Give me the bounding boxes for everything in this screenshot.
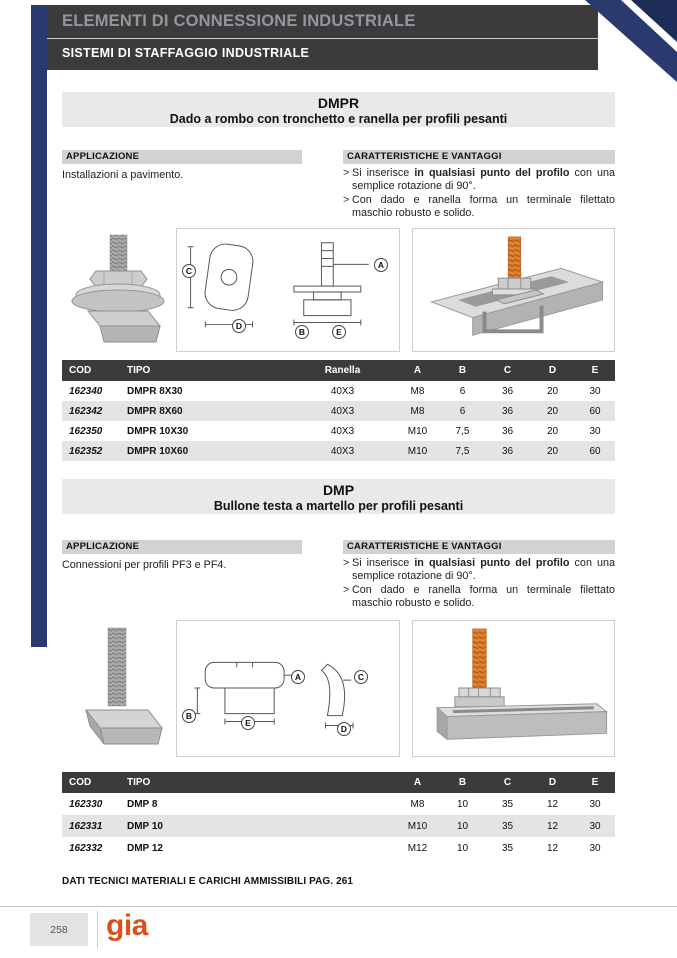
page-title: ELEMENTI DI CONNESSIONE INDUSTRIALE <box>62 12 416 30</box>
gia-logo: gia <box>106 909 148 942</box>
dmp-drawing-graphic <box>177 621 399 756</box>
cell: 60 <box>589 405 601 417</box>
cell: M8 <box>410 385 425 397</box>
cell: 35 <box>501 820 514 832</box>
features-list <box>343 167 615 221</box>
feature-text-pre: Si inserisce <box>352 557 415 569</box>
table-row <box>62 381 615 401</box>
feature-text <box>352 557 615 584</box>
cell: M8 <box>410 405 425 417</box>
dim-label-a: A <box>374 258 388 272</box>
cell: 30 <box>589 425 601 437</box>
bullet-marker: > <box>343 193 350 206</box>
dmp-3d-render <box>412 620 615 757</box>
dim-label-e: E <box>241 716 255 730</box>
cell-tipo: DMPR 8X60 <box>127 405 183 417</box>
cell: 12 <box>546 798 559 810</box>
col-header: A <box>395 772 440 793</box>
cell-tipo: DMPR 8X30 <box>127 385 183 397</box>
section-name: DMP <box>322 482 355 498</box>
cell-cod: 162352 <box>69 445 103 457</box>
header-divider <box>47 38 598 39</box>
cell: 20 <box>546 385 559 397</box>
feature-text <box>352 584 615 611</box>
cell: 40X3 <box>330 405 355 417</box>
corner-decoration <box>527 0 677 85</box>
dim-label-d: D <box>232 319 246 333</box>
application-label: APPLICAZIONE <box>62 150 302 164</box>
hammer-head-bolt-photo-graphic <box>64 624 176 756</box>
cell: 40X3 <box>330 425 355 437</box>
table-header-row <box>62 360 615 381</box>
col-header: COD <box>62 772 120 793</box>
cell: 60 <box>589 445 601 457</box>
cell: 20 <box>546 425 559 437</box>
feature-text-bold: in qualsiasi punto del profilo <box>414 167 570 179</box>
col-header: E <box>575 772 615 793</box>
table-header-row <box>62 772 615 793</box>
cell: M10 <box>407 820 428 832</box>
bullet-marker: > <box>343 557 350 569</box>
dim-label-b: B <box>295 325 309 339</box>
col-header: D <box>530 772 575 793</box>
section-description: Bullone testa a martello per profili pesanti <box>213 499 464 513</box>
feature-text-pre: Con dado e ranella forma un terminale filettato maschio robusto e solido. <box>352 193 615 220</box>
application-text: Connessioni per profili PF3 e PF4. <box>62 559 227 571</box>
feature-text-post: con una semplice rotazione di 90°. <box>352 167 616 193</box>
section-banner-dmp <box>62 479 615 514</box>
cell-tipo: DMPR 10X30 <box>127 425 189 437</box>
feature-text-post: con una semplice rotazione di 90°. <box>352 557 616 583</box>
col-header: B <box>440 772 485 793</box>
col-header: D <box>530 360 575 381</box>
cell: M8 <box>410 798 425 810</box>
dim-label-a: A <box>291 670 305 684</box>
table-row <box>62 421 615 441</box>
feature-item <box>343 167 615 194</box>
feature-text-bold: in qualsiasi punto del profilo <box>414 557 570 569</box>
cell: 30 <box>589 385 601 397</box>
table-row <box>62 441 615 461</box>
cell-cod: 162350 <box>69 425 103 437</box>
section-name: DMPR <box>317 95 360 111</box>
cell-tipo: DMP 10 <box>127 820 163 832</box>
cell-cod: 162342 <box>69 405 103 417</box>
cell: 12 <box>546 820 559 832</box>
cell: 7,5 <box>455 445 470 457</box>
table-row <box>62 837 615 859</box>
cell: 35 <box>501 798 514 810</box>
features-list <box>343 557 615 611</box>
col-header: Ranella <box>290 360 395 381</box>
dim-label-b: B <box>182 709 196 723</box>
cell: 6 <box>459 405 466 417</box>
bullet-marker: > <box>343 583 350 596</box>
dmp-spec-table <box>62 772 615 859</box>
cell-cod: 162332 <box>69 842 103 854</box>
feature-text <box>352 167 615 194</box>
col-header: COD <box>62 360 120 381</box>
cell-tipo: DMP 12 <box>127 842 163 854</box>
cell: 36 <box>501 425 514 437</box>
dmpr-3d-render <box>412 228 615 352</box>
application-label: APPLICAZIONE <box>62 540 302 554</box>
table-row <box>62 815 615 837</box>
cell-tipo: DMP 8 <box>127 798 158 810</box>
diagonal-stripes-graphic <box>527 0 677 85</box>
cell: M10 <box>407 425 428 437</box>
dmp-technical-drawing <box>176 620 400 757</box>
col-header: C <box>485 360 530 381</box>
dim-label-e: E <box>332 325 346 339</box>
technical-data-note: DATI TECNICI MATERIALI E CARICHI AMMISSIBILI PAG. 261 <box>62 876 354 887</box>
dmpr-technical-drawing <box>176 228 400 352</box>
cell: 6 <box>459 385 466 397</box>
section-description: Dado a rombo con tronchetto e ranella per profili pesanti <box>169 112 508 126</box>
cell: M12 <box>407 842 428 854</box>
col-header: C <box>485 772 530 793</box>
col-header: A <box>395 360 440 381</box>
footer-divider <box>0 906 677 907</box>
dmp-product-photo <box>64 624 176 756</box>
feature-text-pre: Con dado e ranella forma un terminale filettato maschio robusto e solido. <box>352 583 615 610</box>
cell: 20 <box>546 405 559 417</box>
cell-cod: 162330 <box>69 798 103 810</box>
cell: 40X3 <box>330 445 355 457</box>
feature-item <box>343 584 615 611</box>
cell: 30 <box>589 820 601 832</box>
table-row <box>62 793 615 815</box>
dim-label-c: C <box>354 670 368 684</box>
cell: 36 <box>501 405 514 417</box>
cell: 35 <box>501 842 514 854</box>
cell-tipo: DMPR 10X60 <box>127 445 189 457</box>
col-header: B <box>440 360 485 381</box>
application-text: Installazioni a pavimento. <box>62 169 184 181</box>
cell: 10 <box>456 798 469 810</box>
cell: 7,5 <box>455 425 470 437</box>
cell: 36 <box>501 385 514 397</box>
cell: 36 <box>501 445 514 457</box>
dmp-render-graphic <box>413 621 614 756</box>
cell: 10 <box>456 842 469 854</box>
col-header: TIPO <box>120 772 395 793</box>
features-label: CARATTERISTICHE E VANTAGGI <box>343 540 615 554</box>
cell: 20 <box>546 445 559 457</box>
rhombus-nut-photo-graphic <box>64 233 176 351</box>
col-header: E <box>575 360 615 381</box>
table-row <box>62 401 615 421</box>
dmpr-render-graphic <box>413 229 614 351</box>
section-banner-dmpr <box>62 92 615 127</box>
logo-divider <box>97 911 98 948</box>
page-header <box>47 5 598 70</box>
feature-item <box>343 557 615 584</box>
page-number: 258 <box>30 913 88 946</box>
dim-label-c: C <box>182 264 196 278</box>
cell: 12 <box>546 842 559 854</box>
cell: 10 <box>456 820 469 832</box>
bullet-marker: > <box>343 167 350 179</box>
cell-cod: 162340 <box>69 385 103 397</box>
left-accent-bar <box>31 5 47 647</box>
cell: M10 <box>407 445 428 457</box>
dmpr-drawing-graphic <box>177 229 399 351</box>
dmpr-product-photo <box>64 233 176 351</box>
features-label: CARATTERISTICHE E VANTAGGI <box>343 150 615 164</box>
col-header: TIPO <box>120 360 290 381</box>
feature-text-pre: Si inserisce <box>352 167 415 179</box>
cell: 40X3 <box>330 385 355 397</box>
dim-label-d: D <box>337 722 351 736</box>
cell-cod: 162331 <box>69 820 103 832</box>
cell: 30 <box>589 842 601 854</box>
feature-item <box>343 194 615 221</box>
cell: 30 <box>589 798 601 810</box>
page-subtitle: SISTEMI DI STAFFAGGIO INDUSTRIALE <box>62 46 310 60</box>
feature-text <box>352 194 615 221</box>
dmpr-spec-table <box>62 360 615 461</box>
